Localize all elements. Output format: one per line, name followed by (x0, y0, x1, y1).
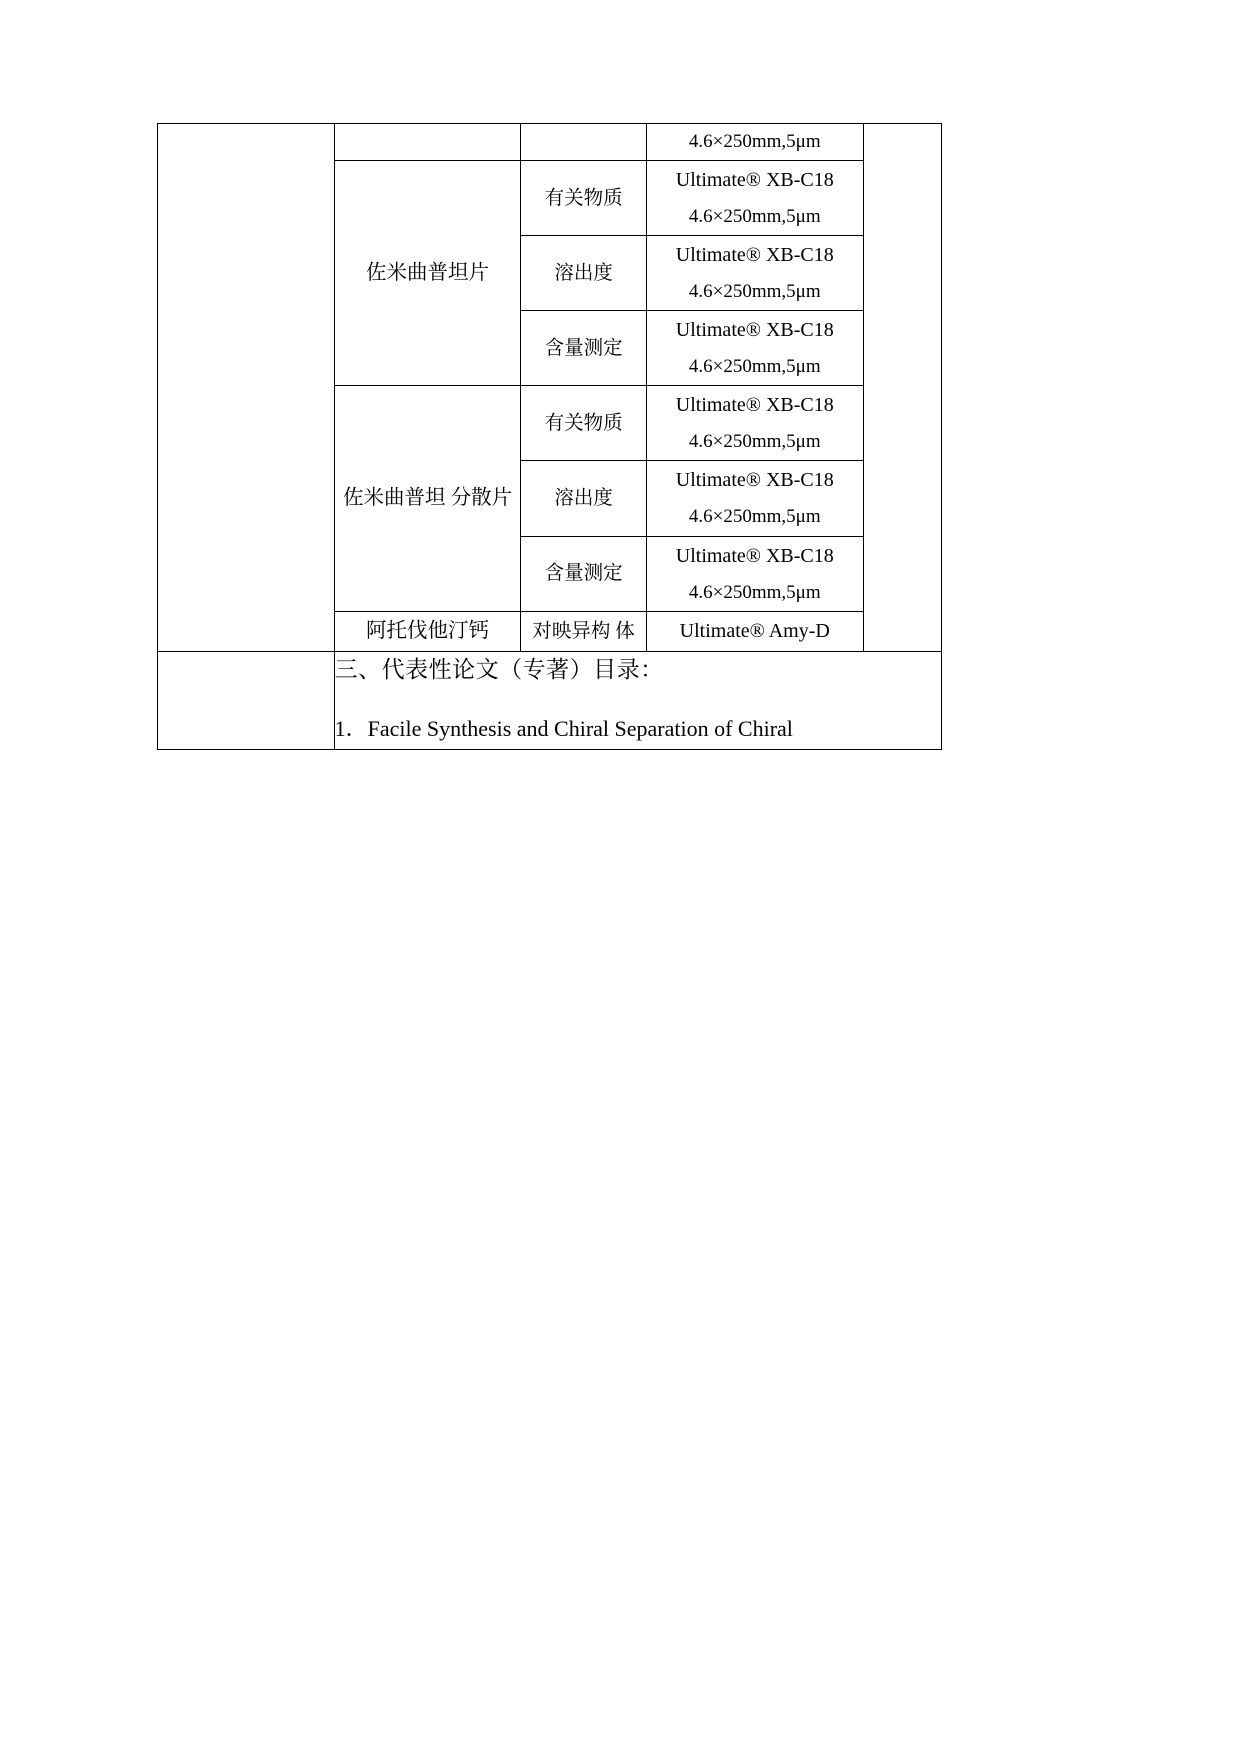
table-cell-item-1-2: 含量测定 (521, 311, 646, 386)
table-cell-left-blank-bottom (158, 651, 335, 749)
table-cell-drug-3: 阿托伐他汀钙 (334, 611, 521, 651)
table-cell-column-2-0: Ultimate® XB-C18 4.6×250mm,5μm (646, 386, 863, 461)
table-cell-item-3-0: 对映异构 体 (521, 611, 646, 651)
table-cell-item-blank (521, 124, 646, 161)
table-cell-drug-1: 佐米曲普坦片 (334, 161, 521, 386)
section-papers (334, 651, 941, 749)
table-cell-item-2-2: 含量测定 (521, 536, 646, 611)
table-cell-column-2-1: Ultimate® XB-C18 4.6×250mm,5μm (646, 461, 863, 536)
table-cell-right-blank (863, 124, 941, 652)
table-row (158, 124, 942, 161)
table-cell-column-1-1: Ultimate® XB-C18 4.6×250mm,5μm (646, 236, 863, 311)
table-row-section (158, 651, 942, 749)
table-cell-drug-blank (334, 124, 521, 161)
section-heading: 三、代表性论文（专著）目录： (334, 656, 664, 682)
hplc-columns-table (157, 123, 942, 750)
table-cell-column-3-0: Ultimate® Amy-D (646, 611, 863, 651)
table-cell-item-1-0: 有关物质 (521, 161, 646, 236)
table-cell-left-blank (158, 124, 335, 652)
paper-entry-1: 1．Facile Synthesis and Chiral Separation of Chiral (334, 716, 793, 742)
table-cell-drug-2: 佐米曲普坦 分散片 (334, 386, 521, 611)
table-cell-item-2-1: 溶出度 (521, 461, 646, 536)
table-cell-item-1-1: 溶出度 (521, 236, 646, 311)
table-cell-column-1-2: Ultimate® XB-C18 4.6×250mm,5μm (646, 311, 863, 386)
table-cell-column-1-0: Ultimate® XB-C18 4.6×250mm,5μm (646, 161, 863, 236)
table-cell-column-size-0: 4.6×250mm,5μm (646, 124, 863, 161)
table-cell-item-2-0: 有关物质 (521, 386, 646, 461)
table-cell-column-2-2: Ultimate® XB-C18 4.6×250mm,5μm (646, 536, 863, 611)
